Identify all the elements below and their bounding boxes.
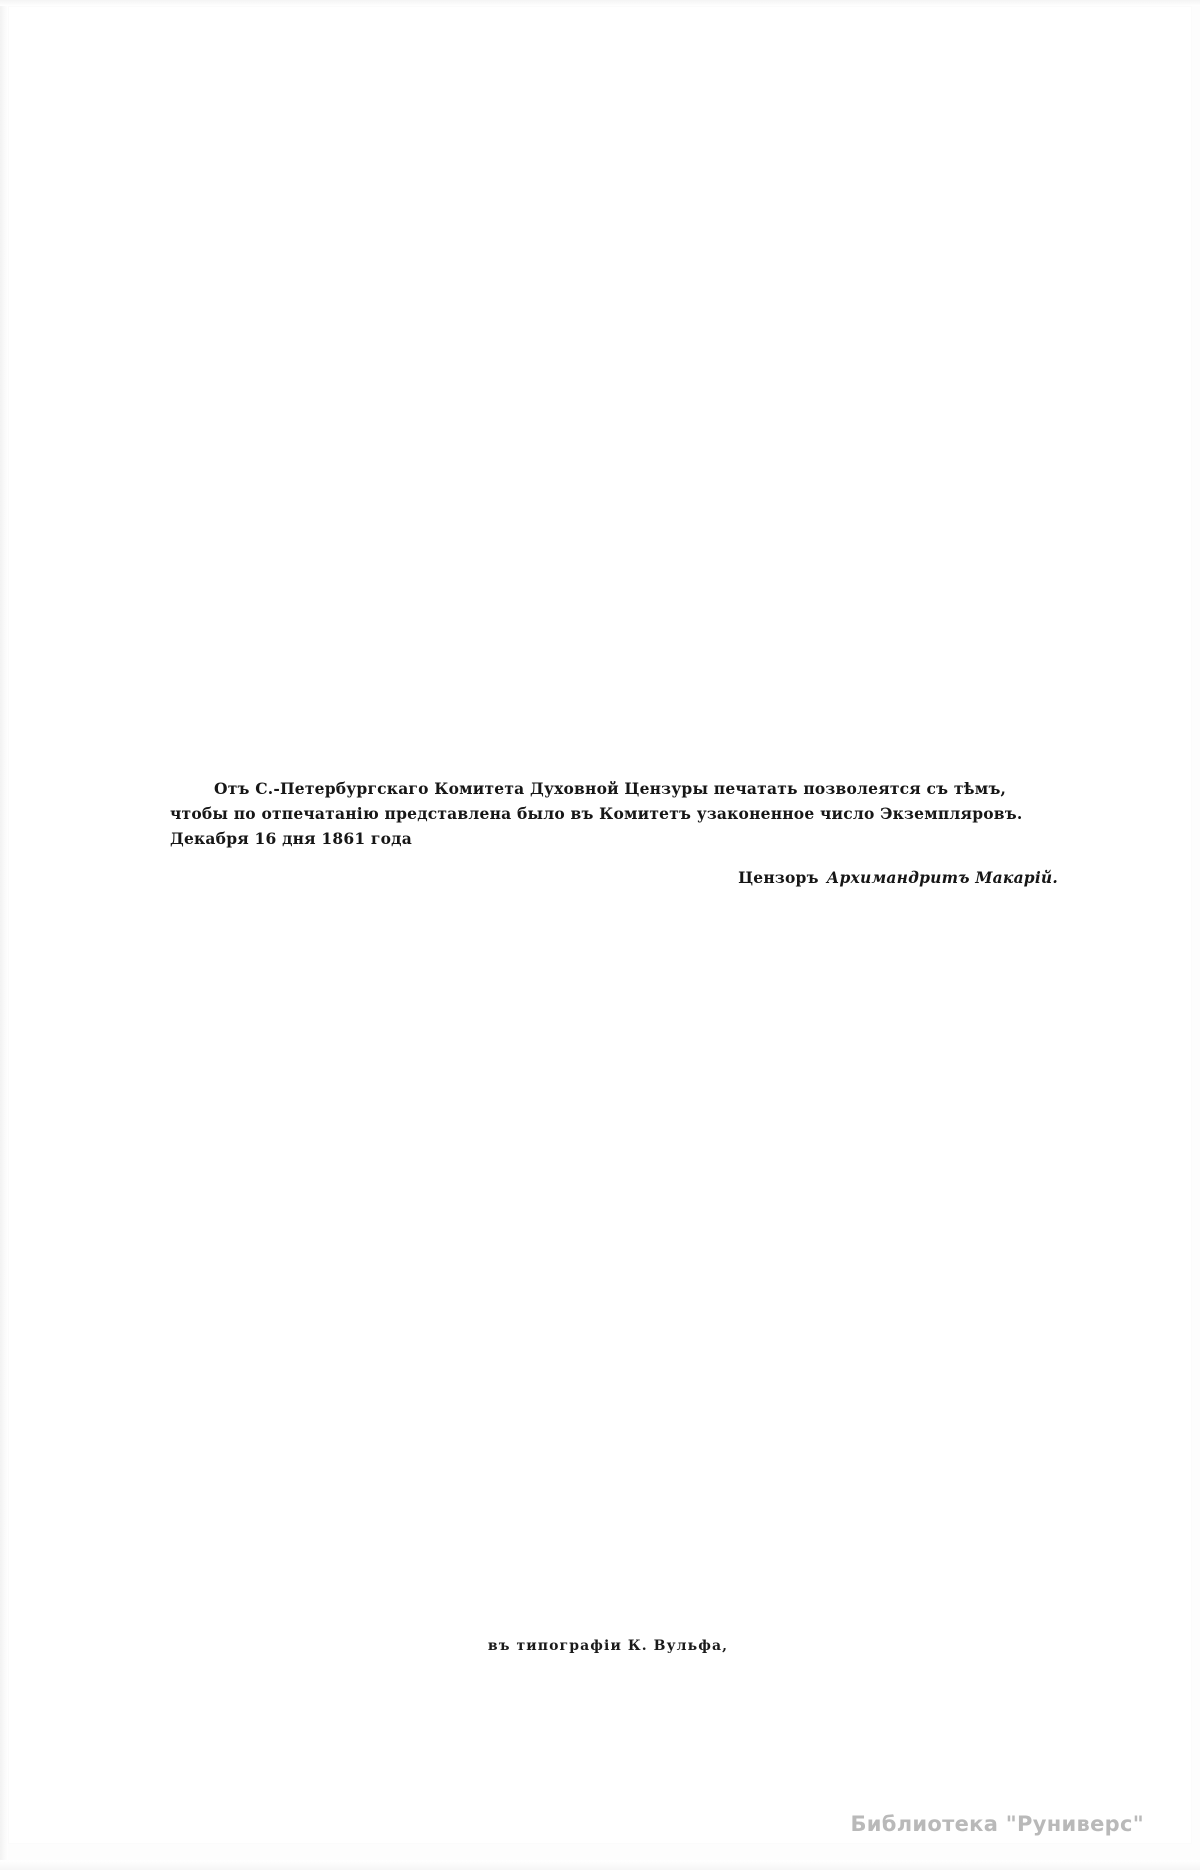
paper-surface: [8, 6, 1192, 1844]
scan-edge-bottom: [0, 1860, 1200, 1870]
censor-signature: [170, 868, 1080, 887]
scan-edge-left: [0, 0, 8, 1870]
censorship-notice-line-1: Отъ С.-Петербургскаго Комитета Духовной Цензуры печатать позволеятся съ тѣмъ,: [214, 779, 1007, 798]
censorship-notice-line-3: Декабря 16 дня 1861 года: [170, 829, 412, 849]
library-watermark: Библиотека "Руниверс": [850, 1812, 1144, 1836]
censor-role-label: Цензоръ: [738, 868, 819, 887]
censor-name: Архимандритъ Макарій.: [826, 868, 1058, 887]
censorship-notice-line-2: чтобы по отпечатанію представлена было въ Комитетъ узаконенное число Экземпляровъ.: [170, 804, 1023, 824]
scan-edge-top: [0, 0, 1200, 6]
printer-imprint: въ типографіи К. Вульфа,: [487, 1638, 729, 1654]
censorship-notice: [170, 776, 1058, 851]
